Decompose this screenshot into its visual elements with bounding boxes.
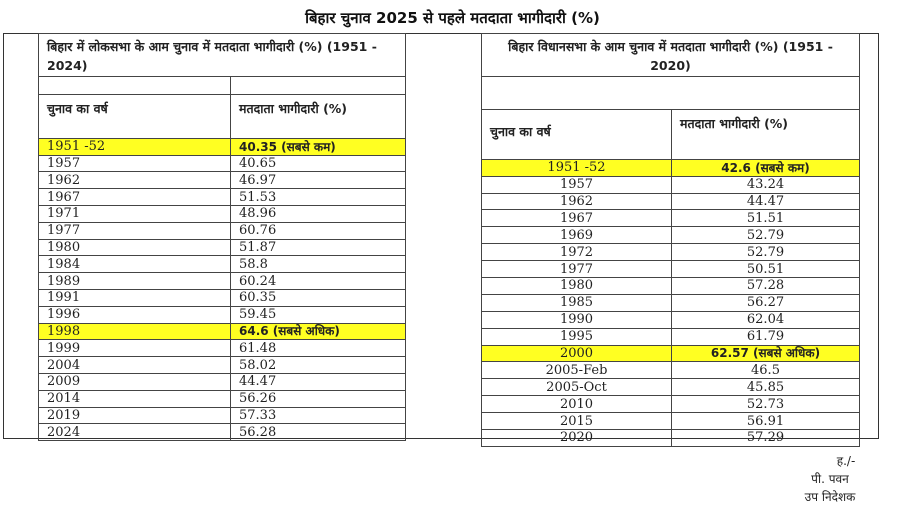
election-year-cell: 1996 — [39, 306, 231, 323]
turnout-value-cell: 51.51 — [672, 210, 860, 227]
blank-cell — [482, 76, 860, 109]
document-title: बिहार चुनाव 2025 से पहले मतदाता भागीदारी (%) — [305, 9, 600, 27]
turnout-value-cell: 52.79 — [672, 244, 860, 261]
table-row — [482, 294, 860, 311]
table-row — [482, 379, 860, 396]
table-row — [482, 193, 860, 210]
turnout-value-cell: 51.53 — [231, 189, 406, 206]
table-row — [482, 430, 860, 447]
column-header-turnout: मतदाता भागीदारी (%) — [672, 109, 860, 159]
table-row — [39, 306, 406, 323]
turnout-value-cell: 40.65 — [231, 155, 406, 172]
table-row — [39, 256, 406, 273]
election-year-cell: 1980 — [39, 239, 231, 256]
turnout-value-cell: 44.47 — [231, 373, 406, 390]
turnout-value-cell: 59.45 — [231, 306, 406, 323]
table-row — [482, 396, 860, 413]
turnout-value-cell: 46.97 — [231, 172, 406, 189]
election-year-cell: 2005-Feb — [482, 362, 672, 379]
table-row-highlighted — [39, 138, 406, 155]
table-row — [482, 261, 860, 278]
turnout-value-cell: 57.28 — [672, 277, 860, 294]
table-row — [39, 407, 406, 424]
election-year-cell: 1999 — [39, 340, 231, 357]
table-row — [482, 176, 860, 193]
table-row — [39, 424, 406, 441]
table-row — [39, 155, 406, 172]
turnout-value-cell: 58.8 — [231, 256, 406, 273]
table-row — [39, 222, 406, 239]
table-row — [39, 273, 406, 290]
column-header-turnout: मतदाता भागीदारी (%) — [231, 94, 406, 138]
election-year-cell: 1991 — [39, 289, 231, 306]
signatory-name: पी. पवन — [811, 472, 849, 486]
election-year-cell: 1967 — [482, 210, 672, 227]
turnout-value-cell: 52.79 — [672, 227, 860, 244]
table-row — [39, 373, 406, 390]
election-year-cell: 1962 — [39, 172, 231, 189]
election-year-cell: 1990 — [482, 311, 672, 328]
election-year-cell: 2009 — [39, 373, 231, 390]
election-year-cell: 1971 — [39, 205, 231, 222]
turnout-value-cell: 51.87 — [231, 239, 406, 256]
turnout-value-cell: 56.26 — [231, 390, 406, 407]
vidhan-sabha-table-caption: बिहार विधानसभा के आम चुनाव में मतदाता भागीदारी (%) (1951 - 2020) — [482, 34, 860, 77]
election-year-cell: 1980 — [482, 277, 672, 294]
election-year-cell: 2014 — [39, 390, 231, 407]
table-row — [482, 413, 860, 430]
turnout-value-cell: 60.24 — [231, 273, 406, 290]
turnout-value-cell: 64.6 (सबसे अधिक) — [231, 323, 406, 340]
election-year-cell: 2004 — [39, 357, 231, 374]
election-year-cell: 1951 -52 — [482, 159, 672, 176]
turnout-value-cell: 45.85 — [672, 379, 860, 396]
table-row — [39, 340, 406, 357]
table-row — [39, 357, 406, 374]
election-year-cell: 1977 — [39, 222, 231, 239]
election-year-cell: 2015 — [482, 413, 672, 430]
table-row — [482, 210, 860, 227]
signatory-designation: उप निदेशक — [804, 490, 856, 504]
column-header-year: चुनाव का वर्ष — [482, 109, 672, 159]
turnout-value-cell: 46.5 — [672, 362, 860, 379]
table-row-highlighted — [482, 345, 860, 362]
turnout-value-cell: 61.48 — [231, 340, 406, 357]
table-row — [39, 390, 406, 407]
election-year-cell: 1951 -52 — [39, 138, 231, 155]
turnout-value-cell: 62.57 (सबसे अधिक) — [672, 345, 860, 362]
election-year-cell: 1962 — [482, 193, 672, 210]
blank-cell — [39, 76, 231, 94]
election-year-cell: 2020 — [482, 430, 672, 447]
election-year-cell: 1995 — [482, 328, 672, 345]
turnout-value-cell: 52.73 — [672, 396, 860, 413]
lok-sabha-table-caption: बिहार में लोकसभा के आम चुनाव में मतदाता भागीदारी (%) (1951 - 2024) — [39, 34, 406, 77]
election-year-cell: 1985 — [482, 294, 672, 311]
election-year-cell: 2010 — [482, 396, 672, 413]
turnout-value-cell: 60.76 — [231, 222, 406, 239]
turnout-value-cell: 48.96 — [231, 205, 406, 222]
table-row — [39, 172, 406, 189]
column-header-year: चुनाव का वर्ष — [39, 94, 231, 138]
turnout-value-cell: 61.79 — [672, 328, 860, 345]
election-year-cell: 2005-Oct — [482, 379, 672, 396]
table-row — [39, 205, 406, 222]
table-row — [482, 362, 860, 379]
vidhan-sabha-turnout-table — [481, 33, 860, 447]
table-row — [482, 244, 860, 261]
turnout-value-cell: 40.35 (सबसे कम) — [231, 138, 406, 155]
election-year-cell: 1998 — [39, 323, 231, 340]
turnout-value-cell: 57.33 — [231, 407, 406, 424]
table-row — [482, 277, 860, 294]
table-row — [482, 227, 860, 244]
lok-sabha-turnout-table — [38, 33, 406, 441]
turnout-value-cell: 44.47 — [672, 193, 860, 210]
turnout-value-cell: 42.6 (सबसे कम) — [672, 159, 860, 176]
table-row-highlighted — [39, 323, 406, 340]
signature-mark: ह./- — [836, 454, 856, 468]
turnout-value-cell: 60.35 — [231, 289, 406, 306]
election-year-cell: 1989 — [39, 273, 231, 290]
election-year-cell: 2000 — [482, 345, 672, 362]
table-row — [482, 311, 860, 328]
turnout-value-cell: 56.27 — [672, 294, 860, 311]
election-year-cell: 1957 — [482, 176, 672, 193]
election-year-cell: 2024 — [39, 424, 231, 441]
turnout-value-cell: 43.24 — [672, 176, 860, 193]
turnout-value-cell: 50.51 — [672, 261, 860, 278]
turnout-value-cell: 56.28 — [231, 424, 406, 441]
table-row — [482, 328, 860, 345]
turnout-value-cell: 62.04 — [672, 311, 860, 328]
table-row — [39, 189, 406, 206]
table-row-highlighted — [482, 159, 860, 176]
election-year-cell: 1984 — [39, 256, 231, 273]
blank-cell — [231, 76, 406, 94]
table-row — [39, 239, 406, 256]
election-year-cell: 2019 — [39, 407, 231, 424]
table-row — [39, 289, 406, 306]
election-year-cell: 1957 — [39, 155, 231, 172]
turnout-value-cell: 57.29 — [672, 430, 860, 447]
election-year-cell: 1967 — [39, 189, 231, 206]
signature-block — [760, 452, 900, 506]
turnout-value-cell: 56.91 — [672, 413, 860, 430]
election-year-cell: 1969 — [482, 227, 672, 244]
turnout-value-cell: 58.02 — [231, 357, 406, 374]
election-year-cell: 1977 — [482, 261, 672, 278]
election-year-cell: 1972 — [482, 244, 672, 261]
